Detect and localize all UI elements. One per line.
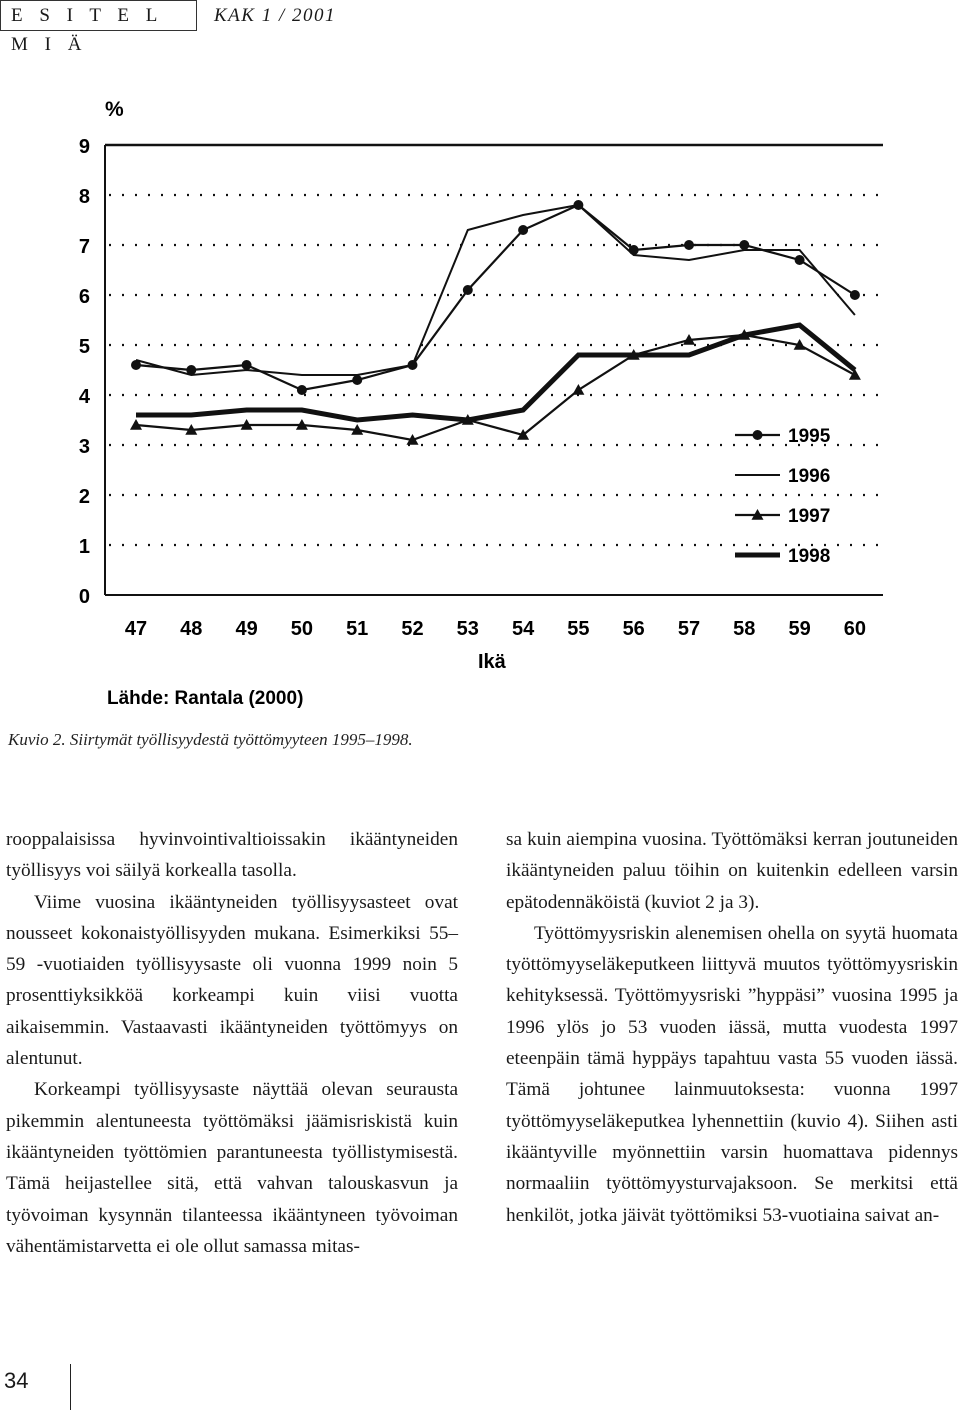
y-tick-label: 5 (78, 336, 90, 358)
x-tick-label: 49 (235, 618, 258, 640)
left-paragraph-2: Viime vuosina ikääntyneiden työllisyysasteet ovat nousseet kokonaistyöllisyyden mukana. Esimerkiksi 55–59 -vuotiaiden työllisyysaste oli vuonna 1999 noin 5 prosenttiyksikköä korkeampi kuin viisi vuotta aikaisemmin. Vastaavasti ikääntyneiden työttömyys on alentunut. (6, 891, 458, 1070)
y-tick-label: 4 (78, 386, 90, 408)
chart-series (130, 200, 861, 445)
x-tick-label: 48 (180, 618, 203, 640)
left-column (6, 824, 458, 1262)
y-tick-label: 6 (78, 286, 90, 308)
left-paragraph-1: rooppalaisissa hyvinvointivaltioissakin ikääntyneiden työllisyys voi säilyä korkealla tasolla. (6, 829, 458, 882)
issue-label: KAK 1 / 2001 (214, 5, 336, 26)
legend-label-1997: 1997 (788, 506, 831, 527)
legend-marker-1995 (753, 430, 763, 440)
x-tick-label: 58 (733, 618, 756, 640)
y-tick-label: 0 (78, 586, 90, 608)
y-tick-label: 8 (78, 186, 90, 208)
section-label: E S I T E L M I Ä (0, 0, 197, 31)
page-number: 34 (4, 1368, 29, 1393)
x-tick-label: 51 (346, 618, 369, 640)
data-point-1995 (352, 375, 362, 385)
data-point-1997 (572, 384, 584, 395)
x-tick-label: 57 (677, 618, 701, 640)
data-point-1997 (849, 369, 861, 380)
y-tick-label: 9 (78, 136, 90, 158)
x-tick-label: 54 (511, 618, 535, 640)
x-axis-label: Ikä (478, 651, 506, 673)
x-tick-label: 55 (567, 618, 590, 640)
y-tick-label: 1 (78, 536, 90, 558)
x-tick-labels (125, 618, 866, 640)
data-point-1995 (850, 290, 860, 300)
x-tick-label: 50 (290, 618, 314, 640)
left-paragraph-3: Korkeampi työllisyysaste näyttää olevan seurausta pikemmin alentuneesta työttömäksi jäämisriskistä kuin ikääntyneiden työttömien parantuneesta työllistymisestä. Tämä heijastellee sitä, että vahvan talouskasvun ja työvoiman kysynnän tilanteessa ikääntyneen työvoiman vähentämistarvetta ei ole ollut samassa mitas- (6, 1079, 458, 1257)
chart-legend (735, 426, 831, 567)
x-tick-label: 60 (843, 618, 867, 640)
data-point-1995 (684, 240, 694, 250)
y-tick-label: 2 (78, 486, 90, 508)
data-point-1995 (629, 245, 639, 255)
chart-grid (109, 195, 883, 545)
x-tick-label: 47 (124, 618, 148, 640)
y-tick-label: 3 (78, 436, 90, 458)
y-axis-label: % (105, 98, 124, 121)
footer-divider (70, 1364, 71, 1410)
x-tick-label: 56 (622, 618, 645, 640)
right-paragraph-1: sa kuin aiempina vuosina. Työttömäksi kerran joutuneiden ikääntyneiden paluu töihin on kuitenkin edelleen varsin epätodennäköistä (kuviot 2 ja 3). (506, 829, 958, 913)
chart-axes (105, 145, 883, 595)
data-point-1995 (242, 360, 252, 370)
data-point-1995 (518, 225, 528, 235)
line-chart (0, 40, 960, 720)
y-tick-label: 7 (78, 236, 90, 258)
legend-label-1996: 1996 (788, 466, 831, 487)
x-tick-label: 52 (401, 618, 424, 640)
legend-label-1998: 1998 (788, 546, 831, 567)
right-paragraph-2: Työttömyysriskin alenemisen ohella on syytä huomata työttömyyseläkeputkeen liittyvä muutos työttömyysriskin kehityksessä. Työttömyysriski ”hyppäsi” vuosina 1995 ja 1996 ylös jo 53 vuoden iässä, mutta vuodesta 1997 eteenpäin tämä hyppäys tapahtuu vasta 55 vuoden iässä. Tämä johtunee lainmuutoksesta: vuonna 1997 työttömyyseläkeputkea lyhennettiin (kuvio 4). Siihen asti ikääntyville myönnettiin varsin huomattava pidennys normaaliin työttömyysturvajaksoon. Se merkitsi että henkilöt, jotka jäivät työttömiksi 53-vuotiaina saivat an- (506, 922, 958, 1226)
data-point-1995 (739, 240, 749, 250)
data-point-1995 (297, 385, 307, 395)
legend-label-1995: 1995 (788, 426, 831, 447)
figure-chart (0, 40, 960, 720)
series-line-1996 (136, 205, 855, 375)
data-point-1995 (795, 255, 805, 265)
x-tick-label: 53 (456, 618, 479, 640)
y-tick-labels (79, 136, 91, 608)
data-point-1995 (463, 285, 473, 295)
x-tick-label: 59 (788, 618, 811, 640)
figure-caption: Kuvio 2. Siirtymät työllisyydestä työttömyyteen 1995–1998. (8, 730, 413, 749)
right-column (506, 824, 958, 1231)
chart-source: Lähde: Rantala (2000) (107, 688, 304, 709)
page-header (0, 0, 960, 55)
